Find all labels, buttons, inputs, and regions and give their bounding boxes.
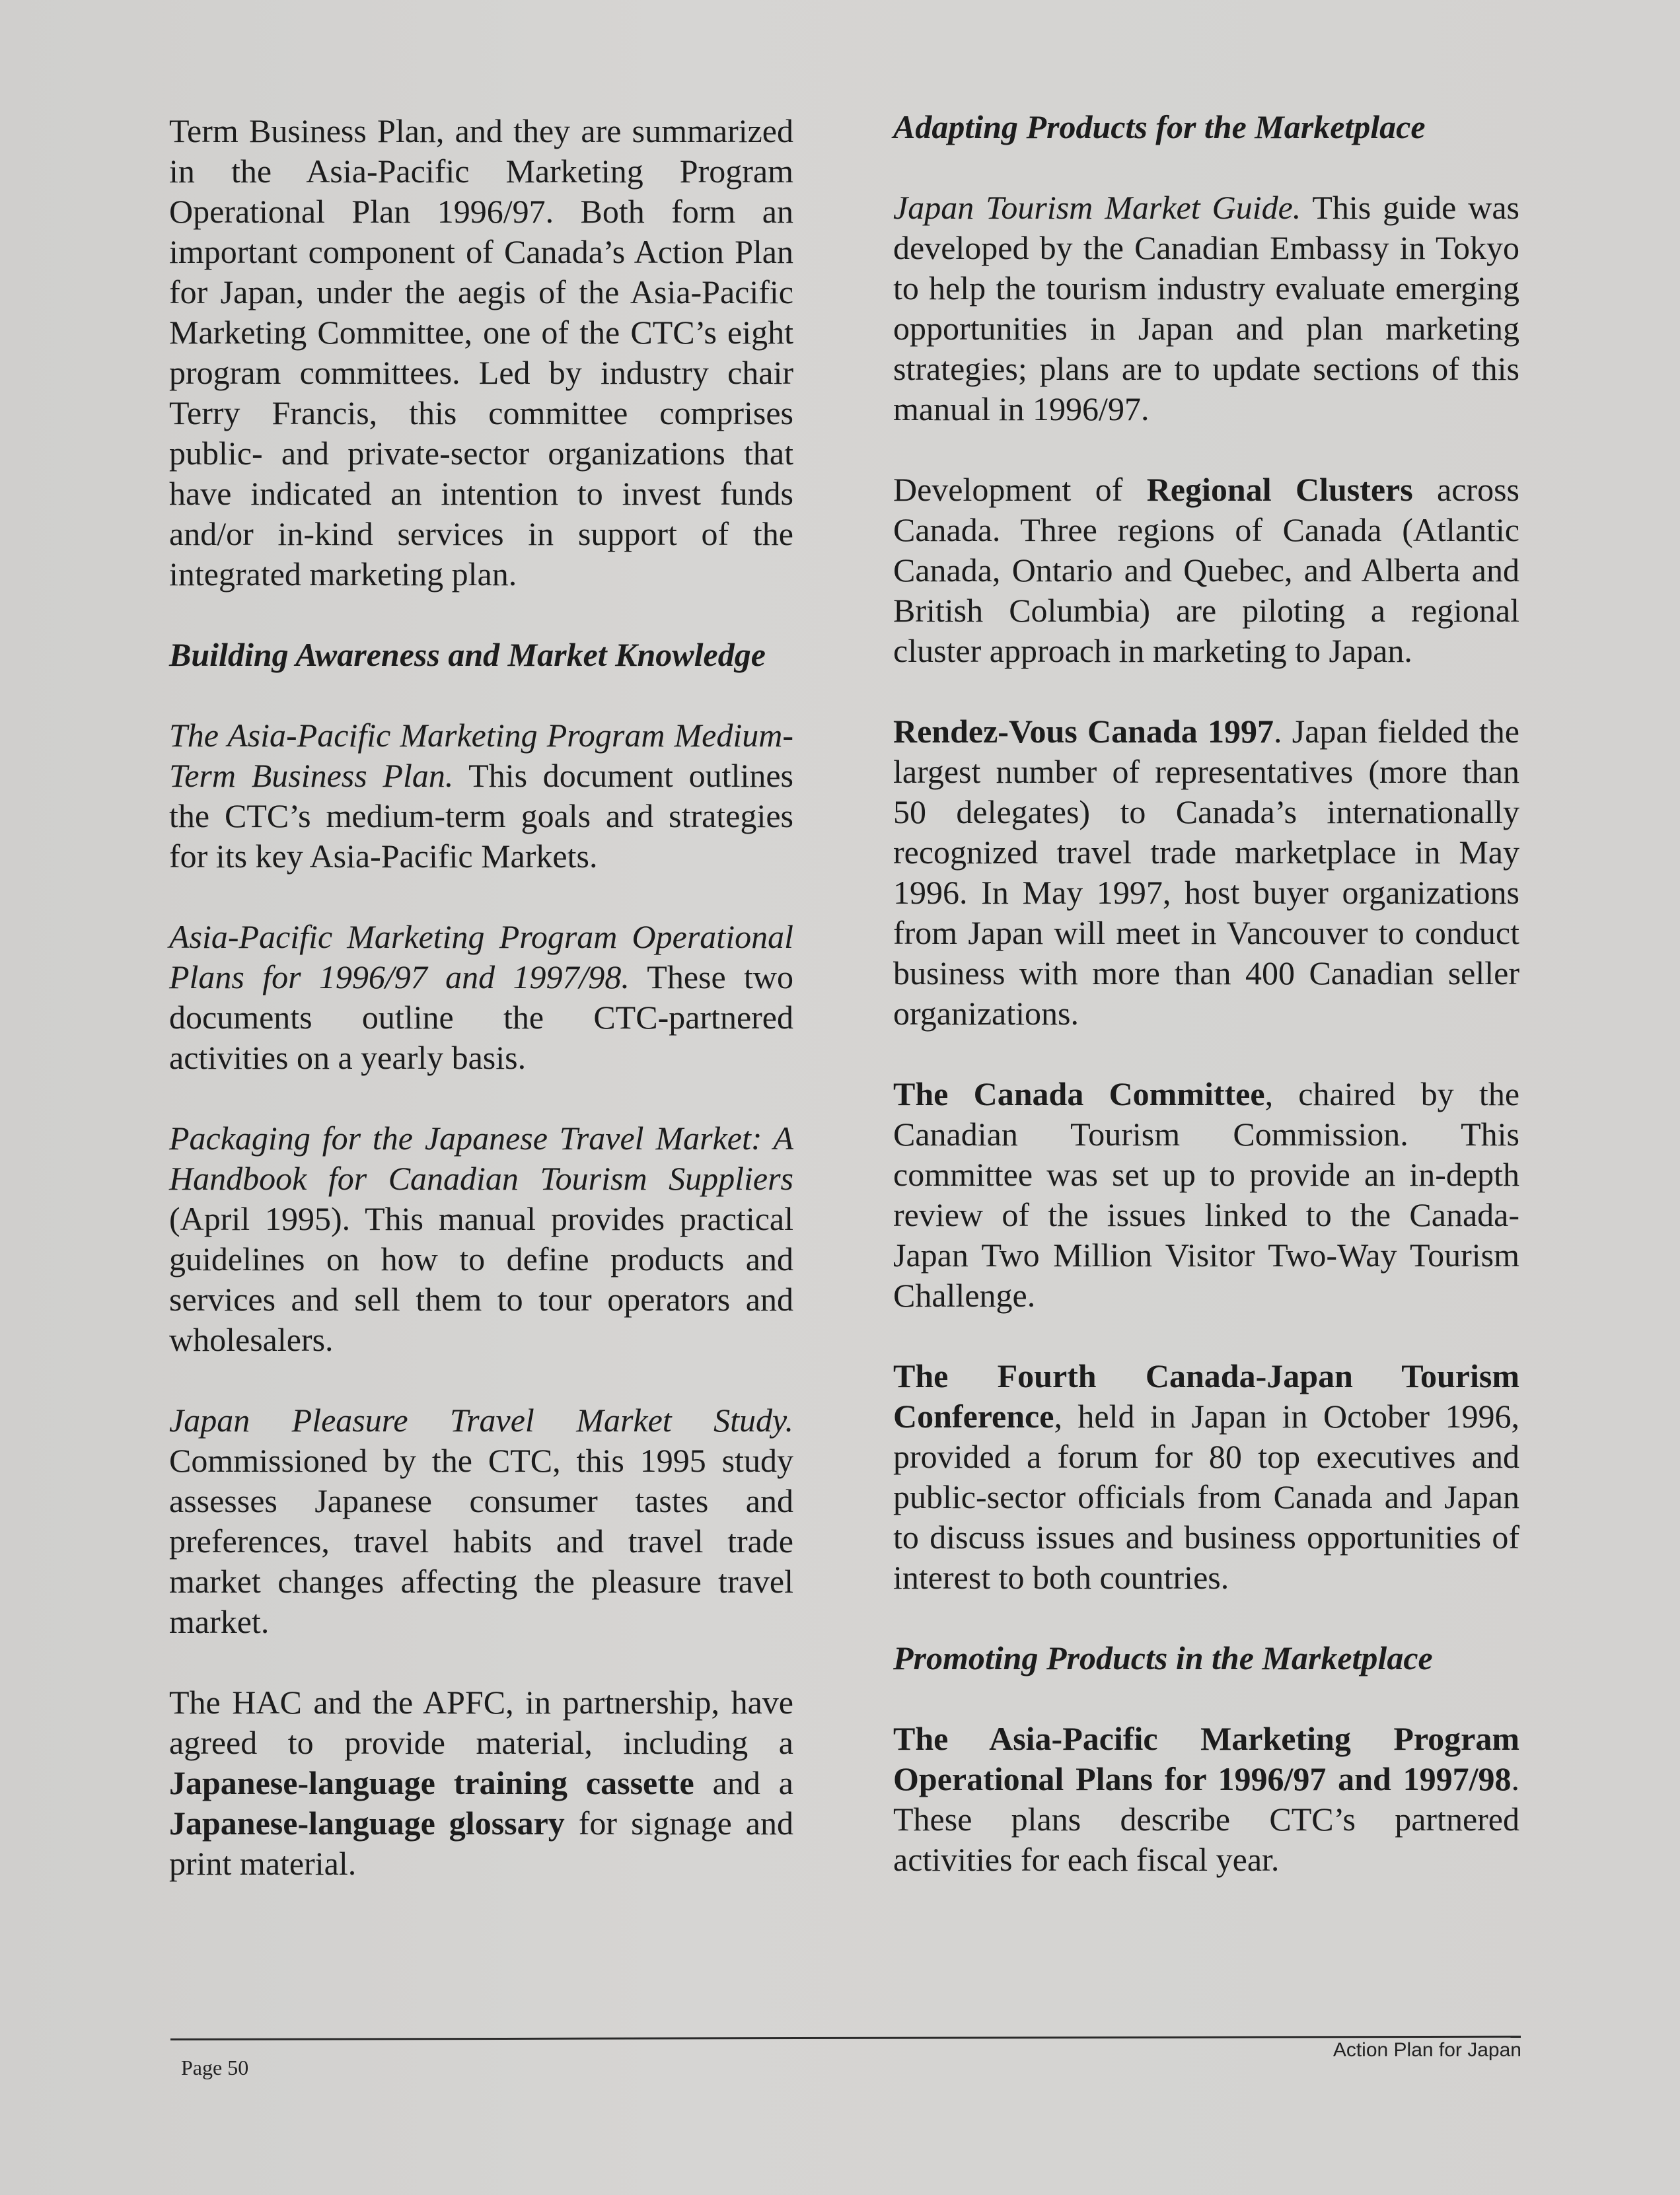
publication-title: Japan Tourism Market Guide. bbox=[893, 189, 1301, 226]
paragraph-market-guide bbox=[893, 188, 1519, 429]
paragraph-business-plan-summary: Term Business Plan, and they are summarized in the Asia-Pacific Marketing Program Operational Plan 1996/97. Both form an important component of Canada’s Action Plan for Japan, under the aegis of the Asia-Pacific Marketing Committee, one of the CTC’s eight program committees. Led by industry chair Terry Francis, this committee comprises public- and private-sector organizations that have indicated an intention to invest funds and/or in-kind services in support of the integrated marketing plan. bbox=[169, 112, 793, 593]
paragraph-rendez-vous-canada bbox=[893, 711, 1519, 1034]
paragraph-text: Development of bbox=[893, 471, 1147, 508]
paragraph-text: and a bbox=[694, 1764, 794, 1801]
bold-term: The Fourth Canada-Japan Tourism Conference bbox=[893, 1357, 1519, 1435]
paragraph-operational-plans bbox=[169, 917, 793, 1078]
paragraph-text: This guide was developed by the Canadian Embassy in Tokyo to help the tourism industry evaluate emerging opportunities in Japan and plan marketing strategies; plans are to update sections of this manual in 1996/97. bbox=[893, 189, 1519, 427]
paragraph-text: (April 1995). This manual provides practical guidelines on how to define products and services and sell them to tour operators and wholesalers. bbox=[169, 1200, 793, 1358]
bold-term: The Canada Committee bbox=[893, 1075, 1265, 1112]
paragraph-packaging-handbook bbox=[169, 1118, 793, 1360]
page-number: Page 50 bbox=[181, 2056, 249, 2079]
paragraph-text: for signage and print material. bbox=[169, 1805, 793, 1882]
bold-term: The Asia-Pacific Marketing Program Operational Plans for 1996/97 and 1997/98 bbox=[893, 1720, 1519, 1797]
publication-title: The Asia-Pacific Marketing Program Medium-Term Business Plan. bbox=[169, 717, 793, 794]
left-column bbox=[169, 111, 793, 1924]
paragraph-text: Commissioned by the CTC, this 1995 study assesses Japanese consumer tastes and preferences, travel habits and travel trade market changes affecting the pleasure travel market. bbox=[169, 1442, 793, 1640]
paragraph-text: , chaired by the Canadian Tourism Commission. This committee was set up to provide an in-depth review of the issues linked to the Canada-Japan Two Million Visitor Two-Way Tourism Challenge. bbox=[893, 1075, 1520, 1314]
footer-divider bbox=[170, 2036, 1521, 2040]
paragraph-medium-term-plan bbox=[169, 715, 793, 877]
document-title: Action Plan for Japan bbox=[1333, 2039, 1521, 2061]
paragraph-regional-clusters bbox=[893, 470, 1519, 671]
bold-term: Japanese-language glossary bbox=[169, 1805, 565, 1842]
paragraph-text: across Canada. Three regions of Canada (Atlantic Canada, Ontario and Quebec, and Alberta and British Columbia) are piloting a regional cluster approach in marketing to Japan. bbox=[893, 471, 1519, 669]
bold-term: Japanese-language training cassette bbox=[169, 1764, 694, 1801]
section-heading-promoting-products: Promoting Products in the Marketplace bbox=[893, 1639, 1433, 1676]
paragraph-text: These two documents outline the CTC-partnered activities on a yearly basis. bbox=[169, 958, 794, 1076]
paragraph-text: . Japan fielded the largest number of representatives (more than 50 delegates) to Canada’s internationally recognized travel trade marketplace in May 1996. In May 1997, host buyer organizations from Japan will meet in Vancouver to conduct business with more than 400 Canadian seller organizations. bbox=[893, 713, 1519, 1032]
publication-title: Asia-Pacific Marketing Program Operational Plans for 1996/97 and 1997/98. bbox=[169, 918, 793, 995]
right-column bbox=[893, 107, 1519, 1920]
paragraph-canada-committee bbox=[893, 1074, 1519, 1316]
paragraph-text: , held in Japan in October 1996, provided a forum for 80 top executives and public-sector officials from Canada and Japan to discuss issues and business opportunities of interest to both countries. bbox=[893, 1398, 1519, 1596]
paragraph-hac-apfc-material bbox=[169, 1682, 793, 1884]
paragraph-text: This document outlines the CTC’s medium-term goals and strategies for its key Asia-Pacific Markets. bbox=[169, 757, 793, 875]
paragraph-text: The HAC and the APFC, in partnership, have agreed to provide material, including a bbox=[169, 1684, 793, 1761]
bold-term: Rendez-Vous Canada 1997 bbox=[893, 713, 1274, 750]
section-heading-adapting-products: Adapting Products for the Marketplace bbox=[893, 108, 1426, 145]
paragraph-pleasure-travel-study bbox=[169, 1400, 793, 1642]
paragraph-text: . These plans describe CTC’s partnered activities for each fiscal year. bbox=[893, 1760, 1519, 1878]
paragraph-tourism-conference bbox=[893, 1356, 1519, 1598]
section-heading-building-awareness: Building Awareness and Market Knowledge bbox=[169, 636, 766, 673]
bold-term: Regional Clusters bbox=[1146, 471, 1413, 508]
publication-title: Packaging for the Japanese Travel Market: A Handbook for Canadian Tourism Suppliers bbox=[169, 1120, 793, 1197]
paragraph-operational-plans-right bbox=[893, 1719, 1519, 1880]
publication-title: Japan Pleasure Travel Market Study. bbox=[169, 1402, 793, 1439]
